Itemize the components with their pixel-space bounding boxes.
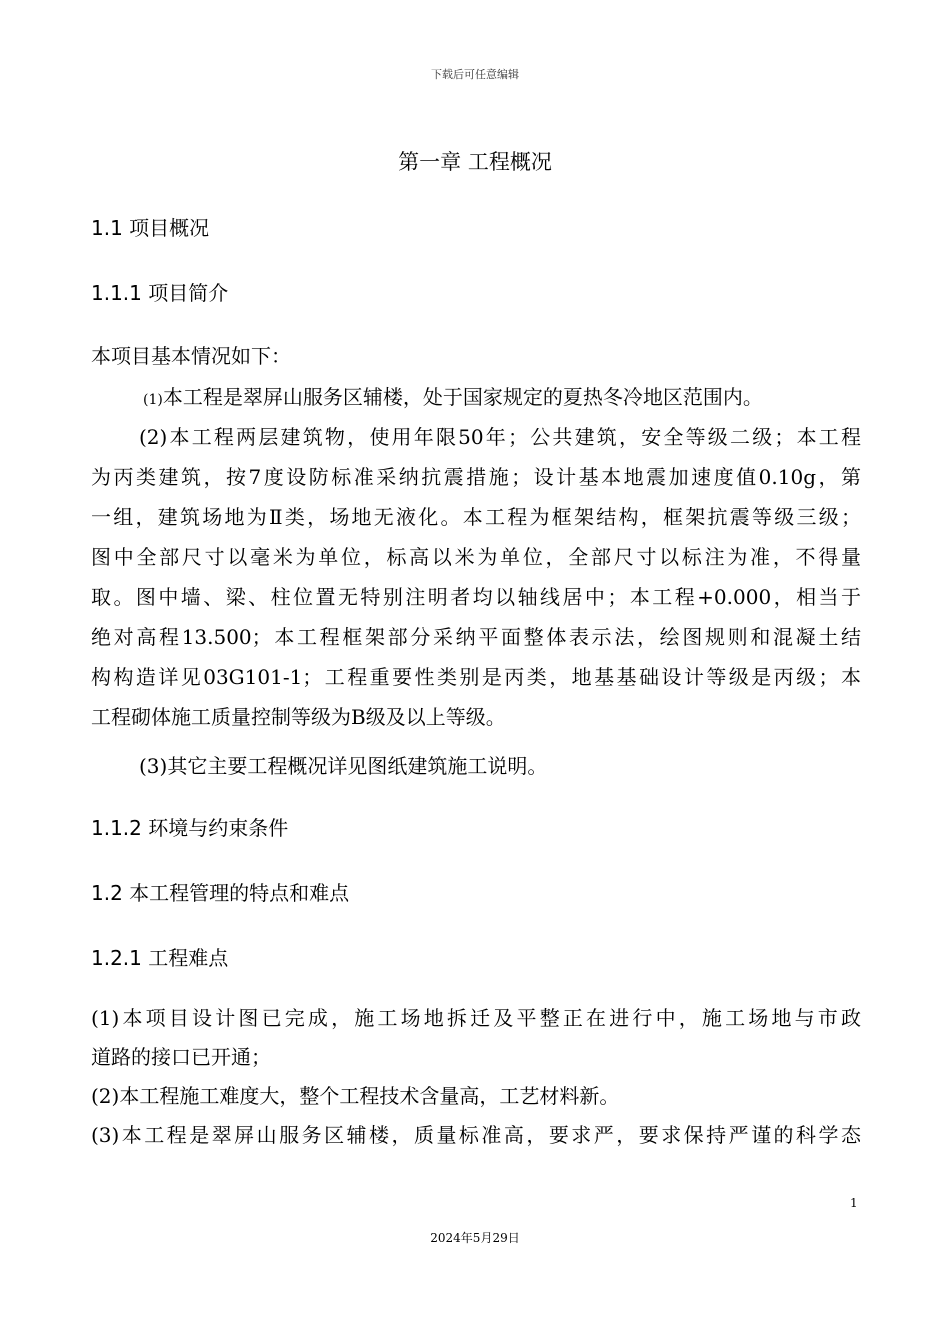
section-heading-1-1-2: 1.1.2 环境与约束条件 xyxy=(91,816,289,840)
section-heading-1-2: 1.2 本工程管理的特点和难点 xyxy=(91,881,350,905)
item-2-line: 取。图中墙、梁、柱位置无特别注明者均以轴线居中；本工程+0.000，相当于 xyxy=(91,585,861,609)
difficulty-line: (1)本项目设计图已完成，施工场地拆迁及平整正在进行中，施工场地与市政 xyxy=(91,1006,861,1030)
item-2-paragraph xyxy=(91,421,861,733)
item-2-line: 一组，建筑场地为Ⅱ类，场地无液化。本工程为框架结构，框架抗震等级三级； xyxy=(91,505,861,529)
section-heading-1-2-1: 1.2.1 工程难点 xyxy=(91,946,229,970)
page-number: 1 xyxy=(850,1196,858,1210)
section-heading-1-1: 1.1 项目概况 xyxy=(91,216,210,240)
item-3-paragraph xyxy=(91,750,861,782)
difficulty-line: (3)本工程是翠屏山服务区辅楼，质量标准高，要求严，要求保持严谨的科学态 xyxy=(91,1123,861,1147)
page-footer-date: 2024年5月29日 xyxy=(430,1231,520,1245)
item-1-line xyxy=(91,381,861,413)
section-heading-1-1-1: 1.1.1 项目简介 xyxy=(91,281,229,305)
item-2-line: (2)本工程两层建筑物，使用年限50年；公共建筑，安全等级二级；本工程 xyxy=(139,425,861,449)
item-2-line: 图中全部尺寸以毫米为单位，标高以米为单位，全部尺寸以标注为准，不得量 xyxy=(91,545,861,569)
chapter-title: 第一章 工程概况 xyxy=(398,150,552,174)
difficulties-list xyxy=(91,1002,861,1151)
intro-line: 本项目基本情况如下： xyxy=(91,344,291,368)
item-1-number: (1) xyxy=(143,392,163,408)
item-1-paragraph xyxy=(91,381,861,413)
item-2-line: 为丙类建筑，按7度设防标准采纳抗震措施；设计基本地震加速度值0.10g，第 xyxy=(91,465,861,489)
page-header: 下载后可任意编辑 xyxy=(431,68,519,81)
difficulty-line: 道路的接口已开通； xyxy=(91,1045,271,1069)
item-2-line: 构构造详见03G101-1；工程重要性类别是丙类，地基基础设计等级是丙级；本 xyxy=(91,665,861,689)
item-2-line: 工程砌体施工质量控制等级为B级及以上等级。 xyxy=(91,705,506,729)
intro-paragraph xyxy=(91,340,861,372)
item-2-line: 绝对高程13.500；本工程框架部分采纳平面整体表示法，绘图规则和混凝土结 xyxy=(91,625,861,649)
item-1-text: 本工程是翠屏山服务区辅楼，处于国家规定的夏热冬冷地区范围内。 xyxy=(162,385,763,409)
item-3-line: (3)其它主要工程概况详见图纸建筑施工说明。 xyxy=(139,754,548,778)
difficulty-line: (2)本工程施工难度大，整个工程技术含量高，工艺材料新。 xyxy=(91,1084,620,1108)
